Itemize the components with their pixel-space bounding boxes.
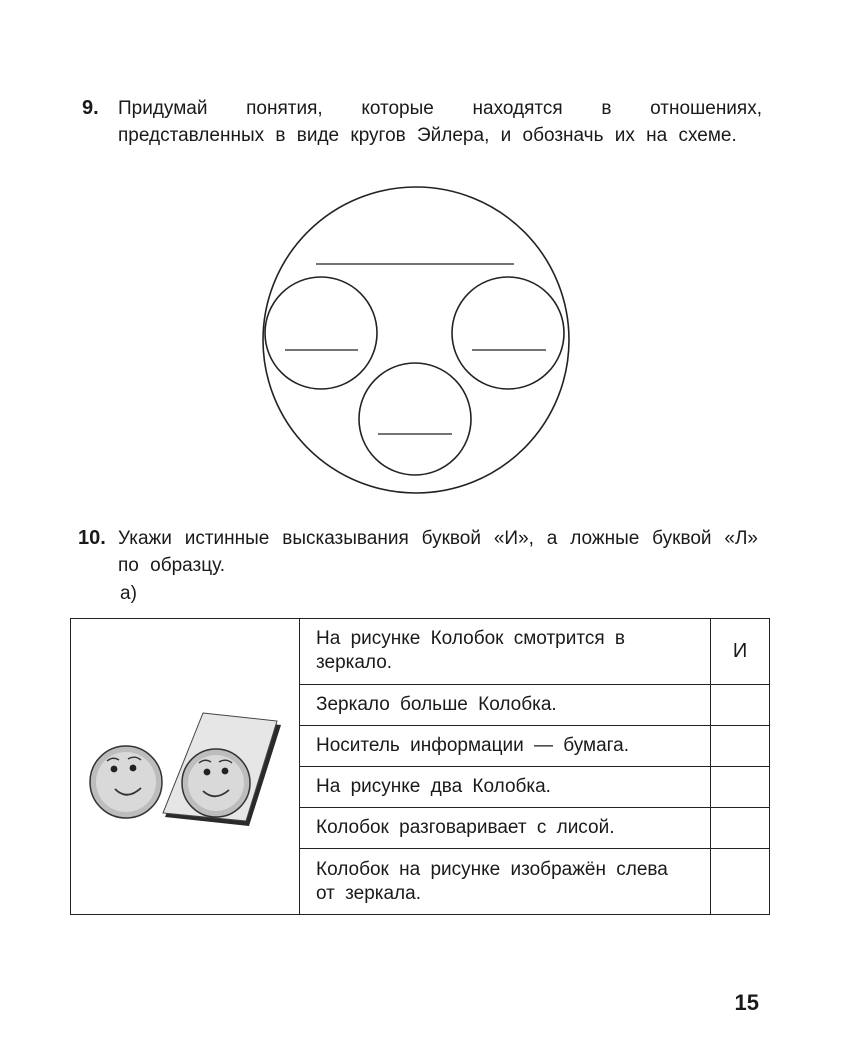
- illustration-cell: [71, 619, 300, 915]
- task-10-text: Укажи истинные высказывания буквой «И», а ложные буквой «Л» по образцу.: [118, 528, 758, 576]
- statement-cell: Зеркало больше Колобка.: [300, 684, 711, 725]
- answer-cell[interactable]: [711, 808, 770, 849]
- kolobok-left-icon: [90, 746, 162, 818]
- kolobok-reflection-icon: [182, 749, 250, 817]
- page-number: 15: [734, 990, 759, 1015]
- answer-cell[interactable]: [711, 725, 770, 766]
- answer-cell[interactable]: [711, 849, 770, 915]
- answer-cell[interactable]: И: [711, 619, 770, 685]
- answer-table: [70, 618, 770, 915]
- task-10: [78, 525, 758, 579]
- statement-cell: Колобок на рисунке изображён слева от зеркала.: [300, 849, 711, 915]
- answer-cell[interactable]: [711, 684, 770, 725]
- task-9: [82, 95, 762, 149]
- kolobok-mirror-illustration: [71, 619, 299, 907]
- task-9-number: 9.: [82, 97, 99, 119]
- table-row: [71, 619, 770, 685]
- left-circle: [265, 277, 377, 389]
- task-9-text: Придумай понятия, которые находятся в отношениях, представленных в виде кругов Эйлера, и обозначь их на схеме.: [118, 98, 762, 146]
- bottom-circle: [359, 363, 471, 475]
- outer-circle: [263, 187, 569, 493]
- statement-cell: На рисунке два Колобка.: [300, 766, 711, 807]
- statement-cell: На рисунке Колобок смотрится в зеркало.: [300, 619, 711, 685]
- statement-cell: Носитель информации — бумага.: [300, 725, 711, 766]
- answer-cell[interactable]: [711, 766, 770, 807]
- sub-label-a: а): [120, 583, 137, 604]
- right-circle: [452, 277, 564, 389]
- task-10-number: 10.: [78, 527, 106, 549]
- statement-cell: Колобок разговаривает с лисой.: [300, 808, 711, 849]
